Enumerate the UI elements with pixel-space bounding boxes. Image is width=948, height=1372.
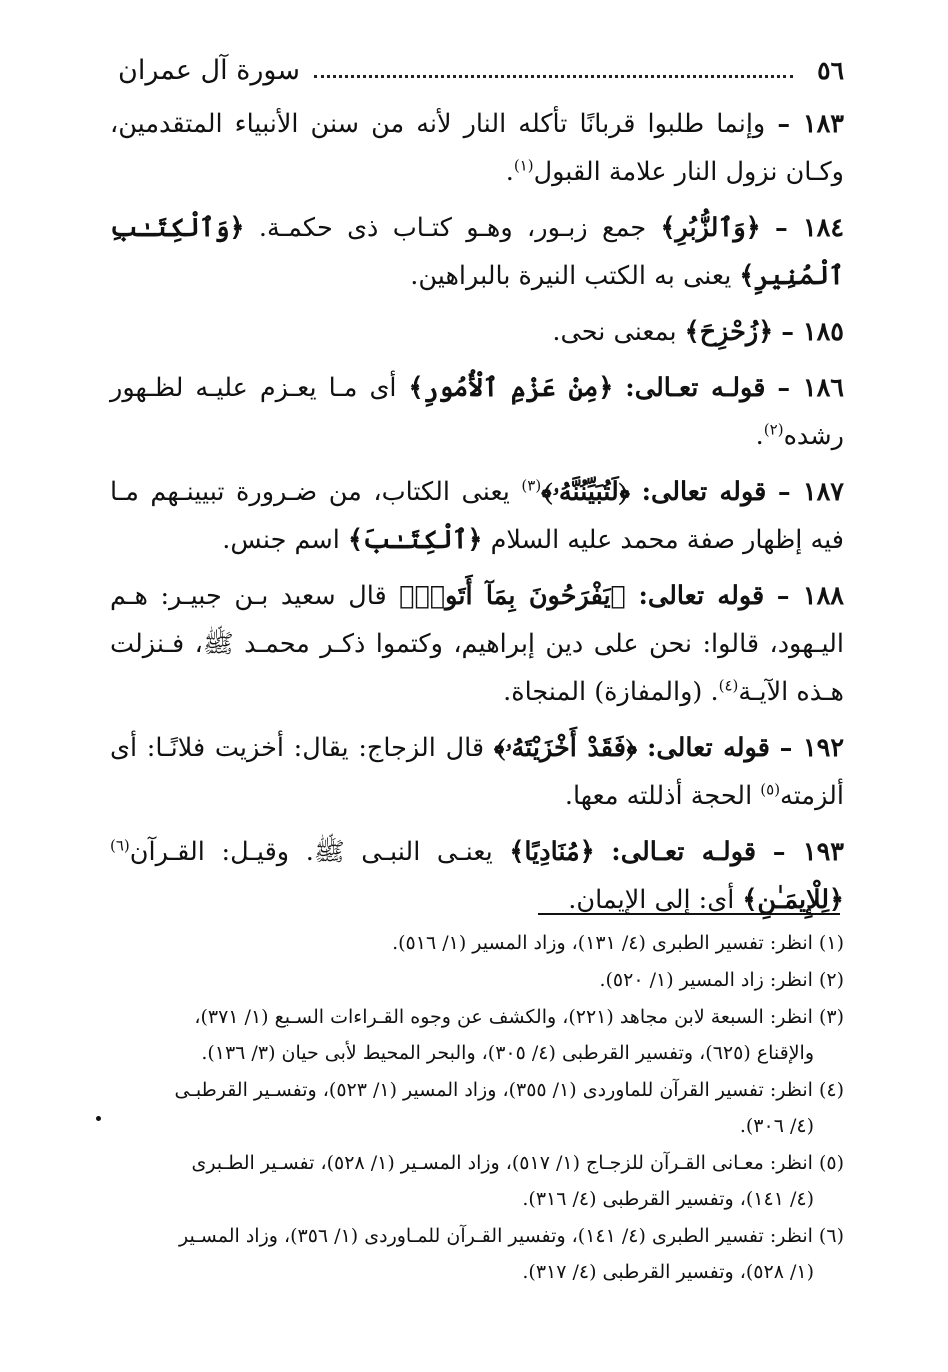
note-text: يعنـى النبـى ﷺ. وقيـل: القـرآن xyxy=(129,837,493,867)
footnote-line: (٢) انظر: زاد المسير (١/ ٥٢٠). xyxy=(599,969,844,991)
footnote-line: (٤) انظر: تفسير القرآن للماوردى (١/ ٣٥٥)، وزاد المسير (١/ ٥٢٣)، وتفسـير القرطبـى xyxy=(174,1079,844,1101)
verse-number: ١٨٦ – xyxy=(777,373,844,403)
lead-phrase: قولـه تعـالى: xyxy=(625,373,766,403)
footnote-6 xyxy=(110,1218,844,1290)
verse-note-192 xyxy=(110,724,844,820)
lead-phrase: قوله تعالى: xyxy=(641,477,767,507)
note-tail: . xyxy=(505,157,514,187)
verse-note-187 xyxy=(110,468,844,564)
running-header xyxy=(118,50,844,90)
footnote-line: (٣) انظر: السبعة لابن مجاهد (٢٢١)، والكشف عن وجوه القـراءات السـبع (١/ ٣٧١)، xyxy=(194,1006,844,1028)
ink-dot-mark xyxy=(96,1116,101,1121)
footnotes xyxy=(110,925,844,1291)
note-text: . (والمفازة) المنجاة. xyxy=(503,677,719,707)
verse-number: ١٩٢ – xyxy=(779,733,845,763)
verse-number: ١٩٣ – xyxy=(772,837,844,867)
verse-note-185 xyxy=(110,308,844,356)
note-text: قال الزجاج: يقال: أخزيت فلانًـا: أى ألزمته xyxy=(110,733,844,811)
verse-number: ١٨٧ – xyxy=(777,477,844,507)
footnote-line: (١/ ٥٢٨)، وتفسير القرطبى (٤/ ٣١٧). xyxy=(522,1261,814,1283)
footnote-ref: (٤) xyxy=(718,676,739,695)
footnote-separator xyxy=(538,913,840,915)
quran-quote: ﴿مُنَادِيًا﴾ xyxy=(509,837,595,867)
footnote-line: والإقناع (٦٢٥)، وتفسير القرطبى (٤/ ٣٠٥)، والبحر المحيط لأبى حيان (٣/ ١٣٦). xyxy=(201,1042,814,1064)
verse-note-184 xyxy=(110,204,844,300)
quran-quote: ﴿زُحْزِحَ﴾ xyxy=(684,317,774,347)
page-number: ٥٦ xyxy=(817,55,844,85)
quran-quote: ﴿لِلْإِيمَـٰنِ﴾ xyxy=(742,885,844,915)
verse-number: ١٨٤ – xyxy=(775,213,845,243)
verse-number: ١٨٨ – xyxy=(776,581,844,611)
footnote-ref: (١) xyxy=(513,156,534,175)
footnote-line: (٤/ ١٤١)، وتفسير القرطبى (٤/ ٣١٦). xyxy=(522,1188,814,1210)
lead-phrase: قوله تعالى: xyxy=(646,733,770,763)
lead-phrase: قولـه تعـالى: xyxy=(611,837,757,867)
verse-note-183 xyxy=(110,100,844,196)
footnote-line: (٥) انظر: معـانى القـرآن للزجـاج (١/ ٥١٧)، وزاد المسـير (١/ ٥٢٨)، تفسـير الطـبرى xyxy=(191,1152,844,1174)
footnote-line: (١) انظر: تفسير الطبرى (٤/ ١٣١)، وزاد المسير (١/ ٥١٦). xyxy=(392,932,844,954)
quran-quote: ﴿لَتُبَيِّنُنَّهُۥ﴾ xyxy=(541,477,631,507)
footnote-5 xyxy=(110,1145,844,1217)
note-text: قال سعيد بـن جبيـر: هـم اليـهود، قالوا: نحن على دين إبراهيم، وكتموا ذكـر محمـد ﷺ، فـنزلت هـذه الآيـة xyxy=(110,581,844,707)
note-text: الحجة أذللته معها. xyxy=(564,781,753,811)
surah-title: سورة آل عمران xyxy=(118,54,300,86)
note-text: أى: إلى الإيمان. xyxy=(568,885,735,915)
footnote-3 xyxy=(110,999,844,1071)
commentary-body xyxy=(110,100,844,932)
verse-note-186 xyxy=(110,364,844,460)
quran-quote: ﴿يَفْرَحُونَ بِمَآ أَتَوا۟﴾ xyxy=(399,581,626,611)
quran-quote: ﴿مِنْ عَزْمِ ٱلْأُمُورِ﴾ xyxy=(408,373,614,403)
note-text: جمع زبـور، وهـو كتـاب ذى حكمـة. xyxy=(258,213,647,243)
verse-number: ١٨٣ – xyxy=(777,109,844,139)
quran-quote: ﴿وَٱلزُّبُرِ﴾ xyxy=(660,213,761,243)
footnote-line: (٤/ ٣٠٦). xyxy=(739,1115,814,1137)
quran-quote: ﴿وَٱلْكِتَـٰبِ ٱلْمُنِيرِ﴾ xyxy=(110,213,844,291)
note-text: بمعنى نحى. xyxy=(552,317,677,347)
verse-number: ١٨٥ – xyxy=(781,317,844,347)
footnote-1 xyxy=(110,925,844,961)
footnote-ref: (٦) xyxy=(110,836,130,855)
header-dot-leader xyxy=(314,75,793,78)
footnote-ref: (٥) xyxy=(760,780,781,799)
footnote-4 xyxy=(110,1072,844,1144)
verse-note-193 xyxy=(110,828,844,924)
note-text: وإنما طلبوا قربانًا تأكله النار لأنه من سنن الأنبياء المتقدمين، وكـان نزول النار علامة القبول xyxy=(110,109,844,187)
note-text: اسم جنس. xyxy=(222,525,340,555)
footnote-ref: (٣) xyxy=(521,476,542,495)
note-text: يعنى به الكتب النيرة بالبراهين. xyxy=(410,261,732,291)
note-text: أى مـا يعـزم عليـه لظـهور رشده xyxy=(110,373,844,451)
lead-phrase: قوله تعالى: xyxy=(638,581,765,611)
verse-note-188 xyxy=(110,572,844,716)
footnote-2 xyxy=(110,962,844,998)
footnote-line: (٦) انظر: تفسير الطبرى (٤/ ١٤١)، وتفسير القـرآن للمـاوردى (١/ ٣٥٦)، وزاد المسـير xyxy=(179,1225,844,1247)
quran-quote: ﴿فَقَدْ أَخْزَيْتَهُۥ﴾ xyxy=(493,733,638,763)
footnote-ref: (٢) xyxy=(763,420,784,439)
note-text: يعنى الكتاب، من ضـرورة تبيينـهم مـا فيه إظهار صفة محمد عليه السلام xyxy=(110,477,844,555)
note-tail: . xyxy=(755,421,764,451)
quran-quote: ﴿ٱلْكِتَـٰبَ﴾ xyxy=(348,525,483,555)
